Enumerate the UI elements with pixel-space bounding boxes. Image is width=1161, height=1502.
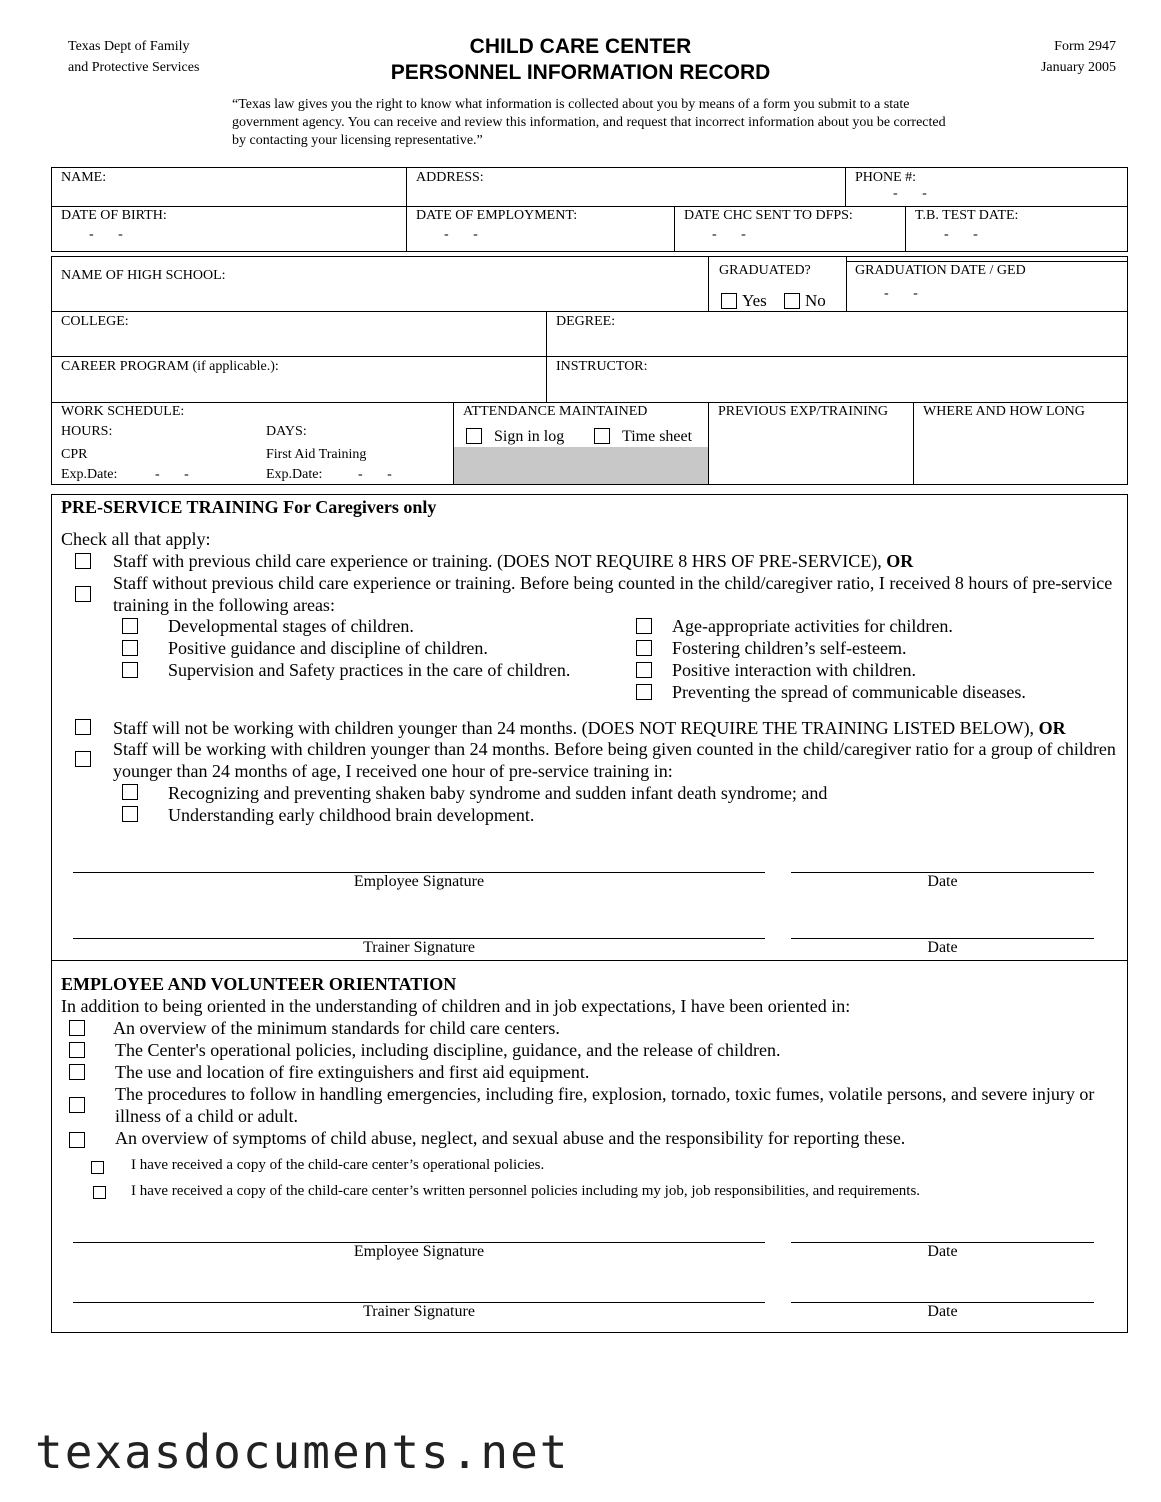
brain-development-label: Understanding early childhood brain development. — [168, 805, 535, 825]
no-label: No — [805, 291, 826, 310]
cpr-exp-date-field[interactable]: Exp.Date: — [61, 467, 118, 482]
orientation-policies-checkbox[interactable] — [69, 1042, 85, 1058]
preservice-employee-signature-label: Employee Signature — [353, 873, 485, 890]
area-guidance-checkbox[interactable] — [122, 640, 138, 656]
name-field[interactable]: NAME: — [61, 170, 107, 185]
time-sheet-checkbox[interactable] — [594, 428, 610, 444]
date-of-employment-field[interactable]: DATE OF EMPLOYMENT: — [416, 208, 578, 223]
area-interaction-checkbox[interactable] — [636, 662, 652, 678]
area-activities-label: Age-appropriate activities for children. — [672, 616, 953, 636]
orientation-fire-equipment-checkbox[interactable] — [69, 1064, 85, 1080]
form-title — [0, 34, 1161, 86]
college-field[interactable]: COLLEGE: — [61, 314, 129, 329]
sign-in-log-checkbox[interactable] — [466, 428, 482, 444]
area-diseases-label: Preventing the spread of communicable diseases. — [672, 682, 1026, 702]
area-self-esteem-label: Fostering children’s self-esteem. — [672, 638, 907, 658]
no-previous-experience-label: Staff without previous child care experience or training. Before being counted in the child/caregiver ratio, I received 8 hours of pre-service training in the following areas: — [113, 573, 1113, 615]
orientation-heading: EMPLOYEE AND VOLUNTEER ORIENTATION — [61, 974, 457, 994]
agency-line-1: Texas Dept of Family — [68, 39, 190, 54]
orientation-trainer-signature-label: Trainer Signature — [363, 1303, 475, 1320]
area-activities-checkbox[interactable] — [636, 618, 652, 634]
area-self-esteem-checkbox[interactable] — [636, 640, 652, 656]
area-safety-checkbox[interactable] — [122, 662, 138, 678]
orientation-emergencies-checkbox[interactable] — [69, 1097, 85, 1113]
title-line-1: CHILD CARE CENTER — [469, 35, 692, 58]
hours-field[interactable]: HOURS: — [61, 424, 113, 439]
area-guidance-label: Positive guidance and discipline of children. — [168, 638, 488, 658]
tb-test-date-field[interactable]: T.B. TEST DATE: — [915, 208, 1019, 223]
days-field[interactable]: DAYS: — [266, 424, 307, 439]
date-chc-sent-field[interactable]: DATE CHC SENT TO DFPS: — [684, 208, 853, 223]
cpr-label: CPR — [61, 447, 88, 462]
orientation-employee-date-label: Date — [927, 1243, 958, 1260]
preservice-trainer-signature-label: Trainer Signature — [363, 939, 475, 956]
graduation-date-field[interactable]: GRADUATION DATE / GED — [855, 263, 1026, 278]
first-aid-label: First Aid Training — [266, 447, 367, 462]
attendance-shaded-area — [454, 447, 708, 484]
form-info — [1041, 36, 1116, 78]
attendance-label: ATTENDANCE MAINTAINED — [463, 404, 648, 419]
agency-line-2: and Protective Services — [68, 60, 200, 75]
career-program-field[interactable]: CAREER PROGRAM (if applicable.): — [61, 359, 279, 374]
yes-label: Yes — [742, 291, 767, 310]
work-schedule-label: WORK SCHEDULE: — [61, 404, 185, 419]
first-aid-exp-date-field[interactable]: Exp.Date: — [266, 467, 323, 482]
infants-checkbox[interactable] — [75, 751, 91, 767]
phone-field[interactable]: PHONE #: — [855, 170, 917, 185]
high-school-field[interactable]: NAME OF HIGH SCHOOL: — [61, 268, 226, 283]
previous-exp-field[interactable]: PREVIOUS EXP/TRAINING — [718, 404, 888, 419]
area-safety-label: Supervision and Safety practices in the care of children. — [168, 660, 571, 680]
area-diseases-checkbox[interactable] — [636, 684, 652, 700]
orientation-trainer-date-label: Date — [927, 1303, 958, 1320]
orientation-intro: In addition to being oriented in the understanding of children and in job expectations, I have been oriented in: — [61, 996, 851, 1016]
orientation-emergencies-label: The procedures to follow in handling emergencies, including fire, explosion, tornado, toxic fumes, volatile persons, and severe injury or illness of a child or adult. — [115, 1084, 1095, 1126]
doe-dash: - - — [444, 227, 478, 242]
title-line-2: PERSONNEL INFORMATION RECORD — [390, 61, 771, 84]
dob-dash: - - — [89, 227, 123, 242]
check-all-label: Check all that apply: — [61, 529, 211, 549]
orientation-abuse-checkbox[interactable] — [69, 1132, 85, 1148]
where-how-long-field[interactable]: WHERE AND HOW LONG — [923, 404, 1085, 419]
chc-dash: - - — [712, 227, 746, 242]
orientation-employee-signature-label: Employee Signature — [353, 1243, 485, 1260]
no-infants-label: Staff will not be working with children younger than 24 months. (DOES NOT REQUIRE THE TRAINING LISTED BELOW), OR — [113, 718, 1066, 738]
grad-dash: - - — [884, 286, 918, 301]
orientation-fire-equipment-label: The use and location of fire extinguishers and first aid equipment. — [115, 1062, 590, 1082]
previous-experience-label: Staff with previous child care experience or training. (DOES NOT REQUIRE 8 HRS OF PRE-SERVICE), OR — [113, 551, 914, 571]
area-interaction-label: Positive interaction with children. — [672, 660, 916, 680]
area-developmental-checkbox[interactable] — [122, 618, 138, 634]
orientation-abuse-label: An overview of symptoms of child abuse, neglect, and sexual abuse and the responsibility for reporting these. — [115, 1128, 906, 1148]
sign-in-log-label: Sign in log — [494, 428, 565, 445]
infants-label: Staff will be working with children younger than 24 months. Before being given counted in the child/caregiver ratio for a group of children younger than 24 months of age, I received one hour of pre-service training in: — [113, 739, 1116, 781]
preservice-trainer-date-label: Date — [927, 939, 958, 956]
received-personnel-policies-label: I have received a copy of the child-care center’s written personnel policies including my job, job responsibilities, and requirements. — [131, 1183, 921, 1199]
instructor-field[interactable]: INSTRUCTOR: — [556, 359, 648, 374]
first-aid-dash: - - — [358, 467, 392, 482]
no-previous-experience-checkbox[interactable] — [75, 586, 91, 602]
form-number: Form 2947 — [1054, 39, 1116, 54]
form-date: January 2005 — [1040, 60, 1116, 75]
previous-experience-checkbox[interactable] — [75, 553, 91, 569]
date-of-birth-field[interactable]: DATE OF BIRTH: — [61, 208, 167, 223]
shaken-baby-label: Recognizing and preventing shaken baby syndrome and sudden infant death syndrome; and — [168, 783, 828, 803]
address-field[interactable]: ADDRESS: — [416, 170, 484, 185]
orientation-policies-label: The Center's operational policies, including discipline, guidance, and the release of children. — [115, 1040, 781, 1060]
received-operational-policies-label: I have received a copy of the child-care center’s operational policies. — [131, 1157, 545, 1173]
received-operational-policies-checkbox[interactable] — [91, 1161, 104, 1174]
preservice-employee-date-label: Date — [927, 873, 958, 890]
shaken-baby-checkbox[interactable] — [122, 784, 138, 800]
cpr-dash: - - — [155, 467, 189, 482]
graduated-yes-checkbox[interactable] — [721, 293, 737, 309]
privacy-notice: “Texas law gives you the right to know what information is collected about you by means of a form you submit to a state government agency. You can receive and review this information, and request that incorrect information about you be corrected by contacting your licensing representative.” — [232, 97, 946, 148]
tb-dash: - - — [944, 227, 978, 242]
no-infants-checkbox[interactable] — [75, 719, 91, 735]
pre-service-heading: PRE-SERVICE TRAINING For Caregivers only — [61, 497, 437, 517]
phone-dash: - - — [893, 186, 927, 201]
received-personnel-policies-checkbox[interactable] — [93, 1186, 106, 1199]
area-developmental-label: Developmental stages of children. — [168, 616, 414, 636]
degree-field[interactable]: DEGREE: — [556, 314, 616, 329]
orientation-standards-label: An overview of the minimum standards for child care centers. — [113, 1018, 560, 1038]
orientation-standards-checkbox[interactable] — [69, 1020, 85, 1036]
brain-development-checkbox[interactable] — [122, 806, 138, 822]
time-sheet-label: Time sheet — [622, 428, 693, 445]
site-watermark: texasdocuments.net — [35, 1425, 570, 1479]
graduated-label: GRADUATED? — [719, 263, 811, 278]
graduated-no-checkbox[interactable] — [784, 293, 800, 309]
